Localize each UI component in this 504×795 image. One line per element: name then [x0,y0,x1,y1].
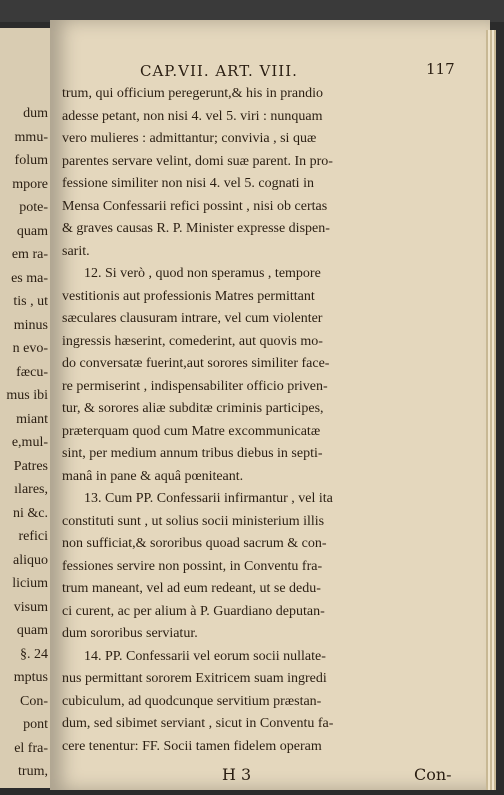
text-line: sæculares clausuram intrare, vel cum violenter [62,311,323,326]
text-line: cubiculum, ad quodcunque servitium præstan- [62,693,322,709]
background-strip [0,0,504,22]
text-line: parentes servare velint, domi suæ parent. In pro- [62,153,333,169]
text-line: trum, qui officium peregerunt,& his in prandio [62,86,324,101]
margin-fragment: n evo- [12,341,48,356]
text-line: dum, sed sibimet serviant , sicut in Conventu fa- [62,716,334,731]
text-line: re permiserint , indispensabiliter officio priven- [62,378,328,394]
margin-fragment: em ra- [11,247,48,262]
margin-fragment: dum [23,106,48,121]
text-line: fessione similiter non nisi 4. vel 5. cognati in [62,176,314,191]
text-line: 13. Cum PP. Confessarii infirmantur , vel ita [84,491,333,506]
text-line: do conversatæ fuerint,aut sorores similiter face- [62,356,330,371]
margin-fragment: mmu- [14,129,48,145]
margin-fragment: pote- [19,200,48,215]
margin-fragment: mpore [12,176,48,192]
margin-fragment: Patres [13,458,48,474]
margin-fragment: tis , ut [13,294,48,309]
text-line: manâ in pane & aquâ pœniteant. [62,468,244,484]
text-line: non sufficiat,& sororibus quoad sacrum & con- [62,536,327,551]
text-line: & graves causas R. P. Minister expresse dispen- [62,221,330,236]
text-line: vero mulieres : admittantur; convivia , si quæ [62,131,317,146]
signature-mark: H 3 [222,765,252,784]
text-line: adesse petant, non nisi 4. vel 5. viri : nunquam [62,108,323,124]
page-number: 117 [426,60,455,78]
margin-fragment: aliquo [13,552,48,568]
text-line: 12. Si verò , quod non speramus , tempore [84,266,321,281]
margin-fragment: mptus [13,670,48,685]
margin-fragment: mus ibi [6,388,48,403]
left-page-margin [0,28,53,788]
margin-fragment: §. 24 [20,646,48,662]
text-line: dum sororibus serviatur. [62,626,198,641]
text-line: sint, per medium annum tribus diebus in septi- [62,446,323,461]
margin-fragment: minus [13,317,48,333]
margin-fragment: e,mul- [11,435,48,450]
margin-fragment: refici [18,529,48,544]
text-line: constituti sunt , ut solius socii ministerium illis [62,513,325,529]
running-title: CAP.VII. ART. VIII. [140,62,298,80]
text-line: trum maneant, vel ad eum redeant, ut se dedu- [62,581,321,596]
text-line: 14. PP. Confessarii vel eorum socii nullate- [84,648,326,664]
margin-fragment: es ma- [11,270,48,286]
margin-fragment: ılares, [14,482,48,497]
text-line: vestitionis aut professionis Matres permittant [62,288,315,304]
text-line: sarit. [62,243,90,259]
margin-fragment: pont [23,717,48,732]
catchword: Con- [414,765,452,784]
margin-fragment: ni &c. [13,505,48,521]
margin-fragment: visum [13,599,48,615]
text-line: tur, & sorores aliæ subditæ criminis participes, [62,401,324,416]
text-line: nus permittant sororem Exitricem suam ingredi [62,671,327,686]
margin-fragment: quam [16,223,48,239]
margin-fragment: trum, [18,764,48,779]
text-line: cere tenentur: FF. Socii tamen fidelem operam [62,738,322,754]
margin-fragment: licium [12,576,48,591]
page-edges [486,30,496,790]
text-line: præterquam quod cum Matre excommunicatæ [62,423,321,439]
text-line: fessiones servire non possint, in Conventu fra- [62,558,323,574]
text-line: Mensa Confessarii refici possint , nisi ob certas [62,198,328,214]
text-line: ingressis hæserint, comederint, aut quovis mo- [62,333,323,349]
margin-fragment: folum [14,153,48,168]
margin-fragment: Con- [20,693,48,709]
margin-fragment: fæcu- [16,364,48,380]
margin-fragment: miant [16,411,48,427]
margin-fragment: el fra- [14,740,48,756]
margin-fragment: quam [16,623,48,638]
text-line: ci curent, ac per alium à P. Guardiano deputan- [62,603,325,619]
